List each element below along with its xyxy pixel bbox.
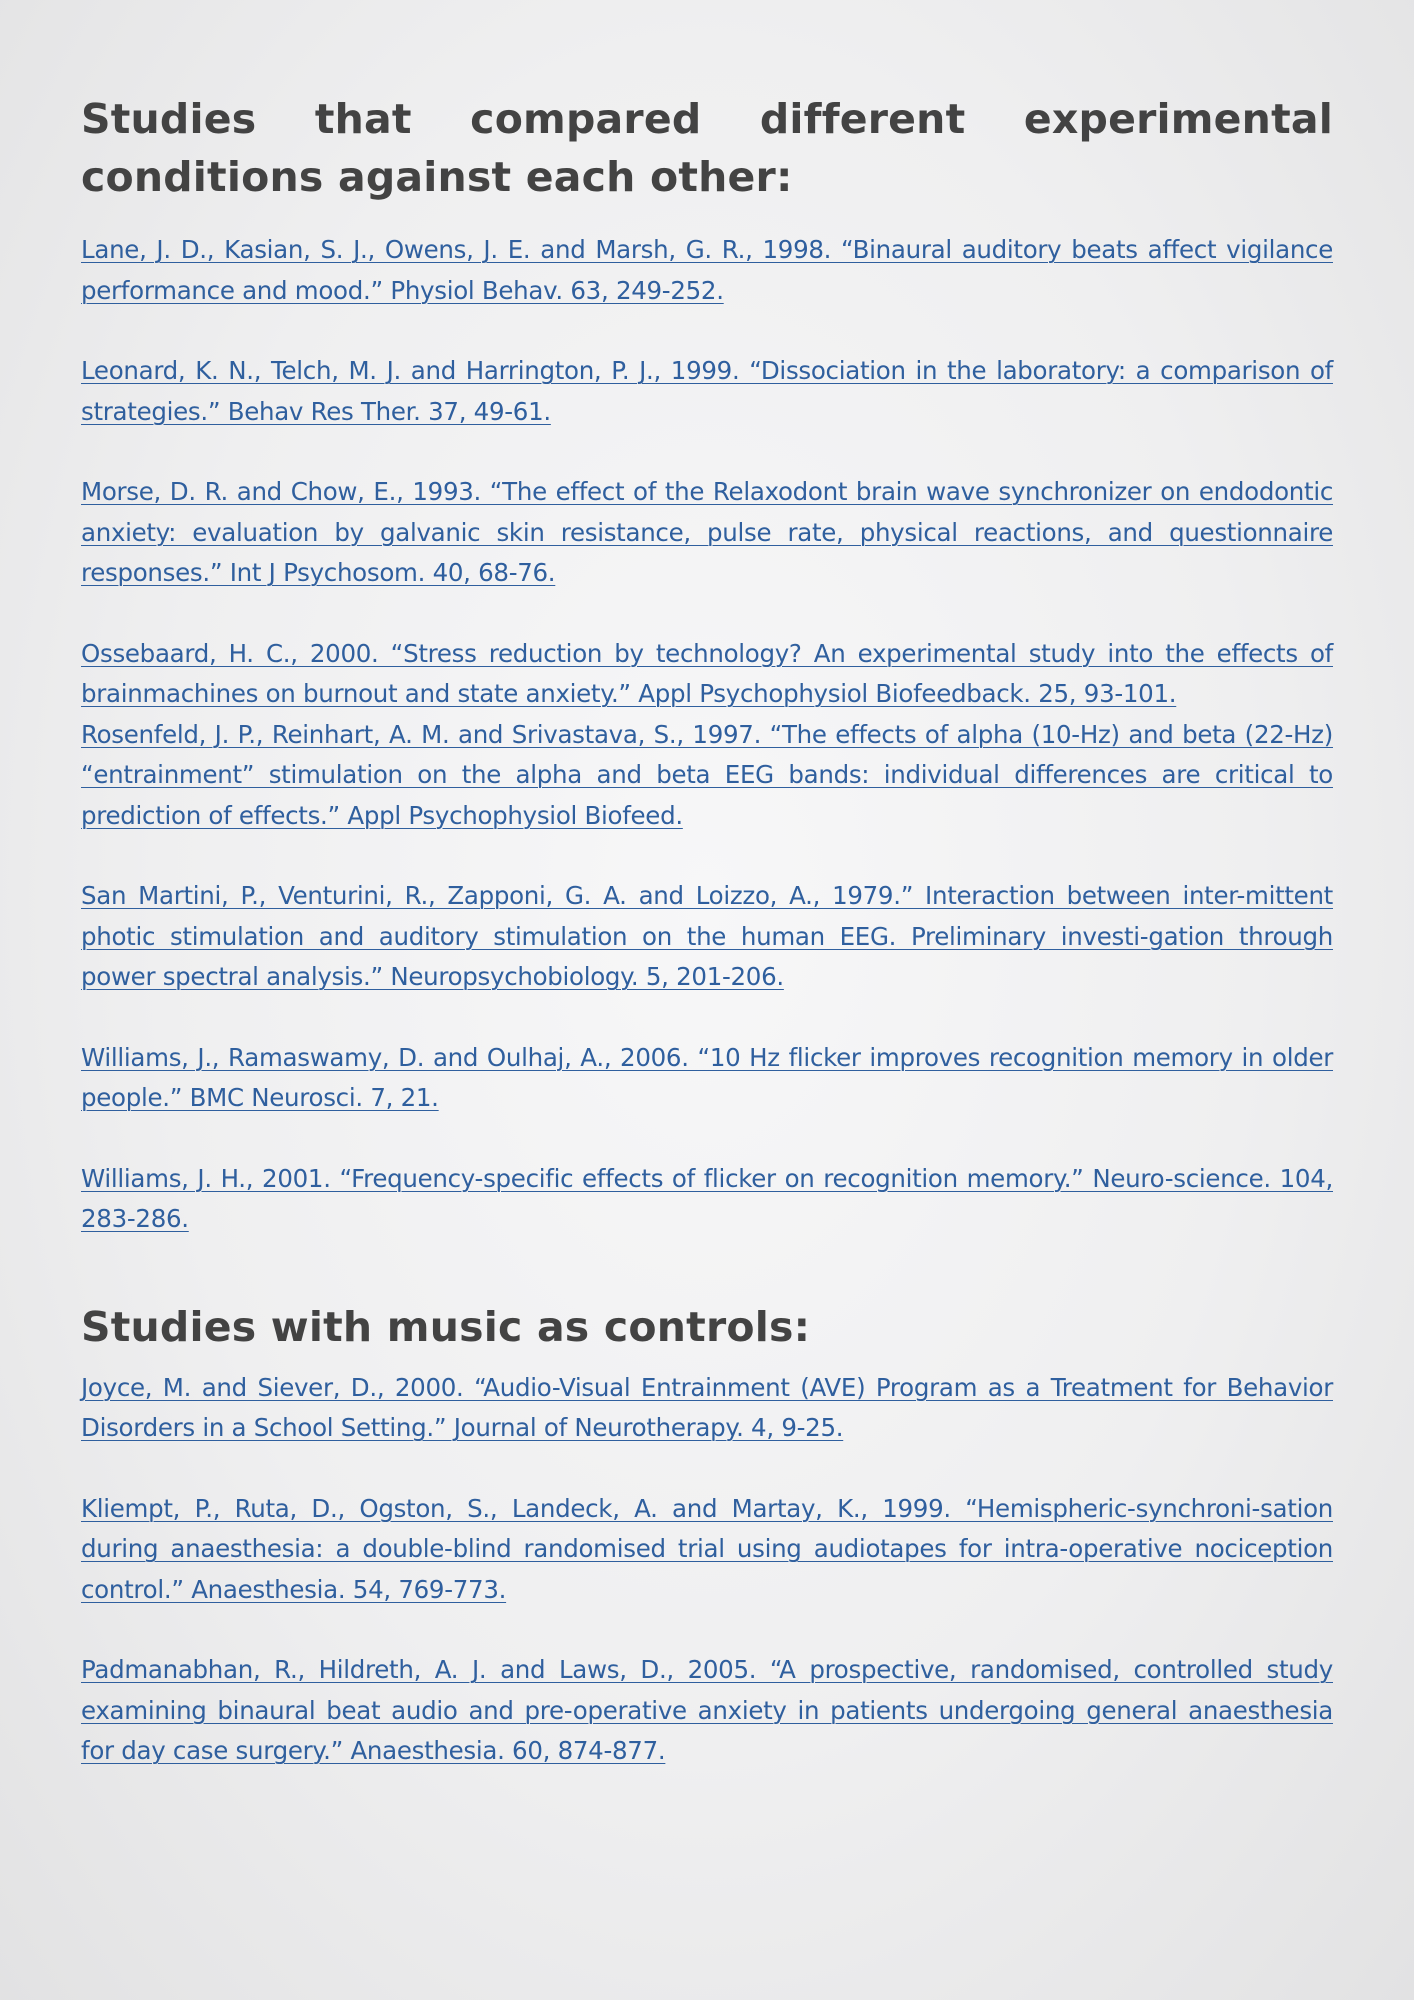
- reference-link-padmanabhan-2005[interactable]: Padmanabhan, R., Hildreth, A. J. and Laws, D., 2005. “A prospective, randomised, controlled study examining binaural beat audio and pre-operative anxiety in patients undergoing general anaesthesia for day case surgery.” Anaesthesia. 60, 874-877.: [81, 1655, 1333, 1765]
- reference-list-experimental-conditions: [81, 230, 1333, 1240]
- reference-link-williams-2001[interactable]: Williams, J. H., 2001. “Frequency-specific effects of flicker on recognition memory.” Neuro-science. 104, 283-286.: [81, 1163, 1333, 1233]
- section-title-experimental-conditions: Studies that compared different experimental conditions against each other:: [81, 95, 1333, 201]
- reference-link-ossebaard-2000[interactable]: Ossebaard, H. C., 2000. “Stress reduction by technology? An experimental study into the effects of brainmachines on burnout and state anxiety.” Appl Psychophysiol Biofeedback. 25, 93-101.: [81, 638, 1333, 708]
- reference-list-music-controls: [81, 1368, 1333, 1772]
- reference-link-rosenfeld-1997[interactable]: Rosenfeld, J. P., Reinhart, A. M. and Srivastava, S., 1997. “The effects of alpha (10-Hz) and beta (22-Hz) “entrainment” stimulation on the alpha and beta EEG bands: individual differences are critical to prediction of effects.” Appl Psychophysiol Biofeed.: [81, 719, 1333, 830]
- reference-link-lane-1998[interactable]: Lane, J. D., Kasian, S. J., Owens, J. E. and Marsh, G. R., 1998. “Binaural auditory beats affect vigilance performance and mood.” Physiol Behav. 63, 249-252.: [81, 235, 1333, 305]
- reference-link-williams-2006[interactable]: Williams, J., Ramaswamy, D. and Oulhaj, A., 2006. “10 Hz flicker improves recognition memory in older people.” BMC Neurosci. 7, 21.: [81, 1042, 1333, 1112]
- reference-link-kliempt-1999[interactable]: Kliempt, P., Ruta, D., Ogston, S., Landeck, A. and Martay, K., 1999. “Hemispheric-synchroni-sation during anaesthesia: a double-blind randomised trial using audiotapes for intra-operative nociception control.” Anaesthesia. 54, 769-773.: [81, 1493, 1333, 1604]
- reference-link-joyce-2000[interactable]: Joyce, M. and Siever, D., 2000. “Audio-Visual Entrainment (AVE) Program as a Treatment for Behavior Disorders in a School Setting.” Journal of Neurotherapy. 4, 9-25.: [81, 1372, 1333, 1442]
- reference-link-leonard-1999[interactable]: Leonard, K. N., Telch, M. J. and Harrington, P. J., 1999. “Dissociation in the laboratory: a comparison of strategies.” Behav Res Ther. 37, 49-61.: [81, 356, 1333, 426]
- reference-link-morse-1993[interactable]: Morse, D. R. and Chow, E., 1993. “The effect of the Relaxodont brain wave synchronizer on endodontic anxiety: evaluation by galvanic skin resistance, pulse rate, physical reactions, and questionnaire responses.” Int J Psychosom. 40, 68-76.: [81, 477, 1333, 587]
- reference-link-san-martini-1979[interactable]: San Martini, P., Venturini, R., Zapponi, G. A. and Loizzo, A., 1979.” Interaction between inter-mittent photic stimulation and auditory stimulation on the human EEG. Preliminary investi-gation through power spectral analysis.” Neuropsychobiology. 5, 201-206.: [81, 881, 1333, 991]
- section-title-music-controls: Studies with music as controls:: [81, 1302, 811, 1351]
